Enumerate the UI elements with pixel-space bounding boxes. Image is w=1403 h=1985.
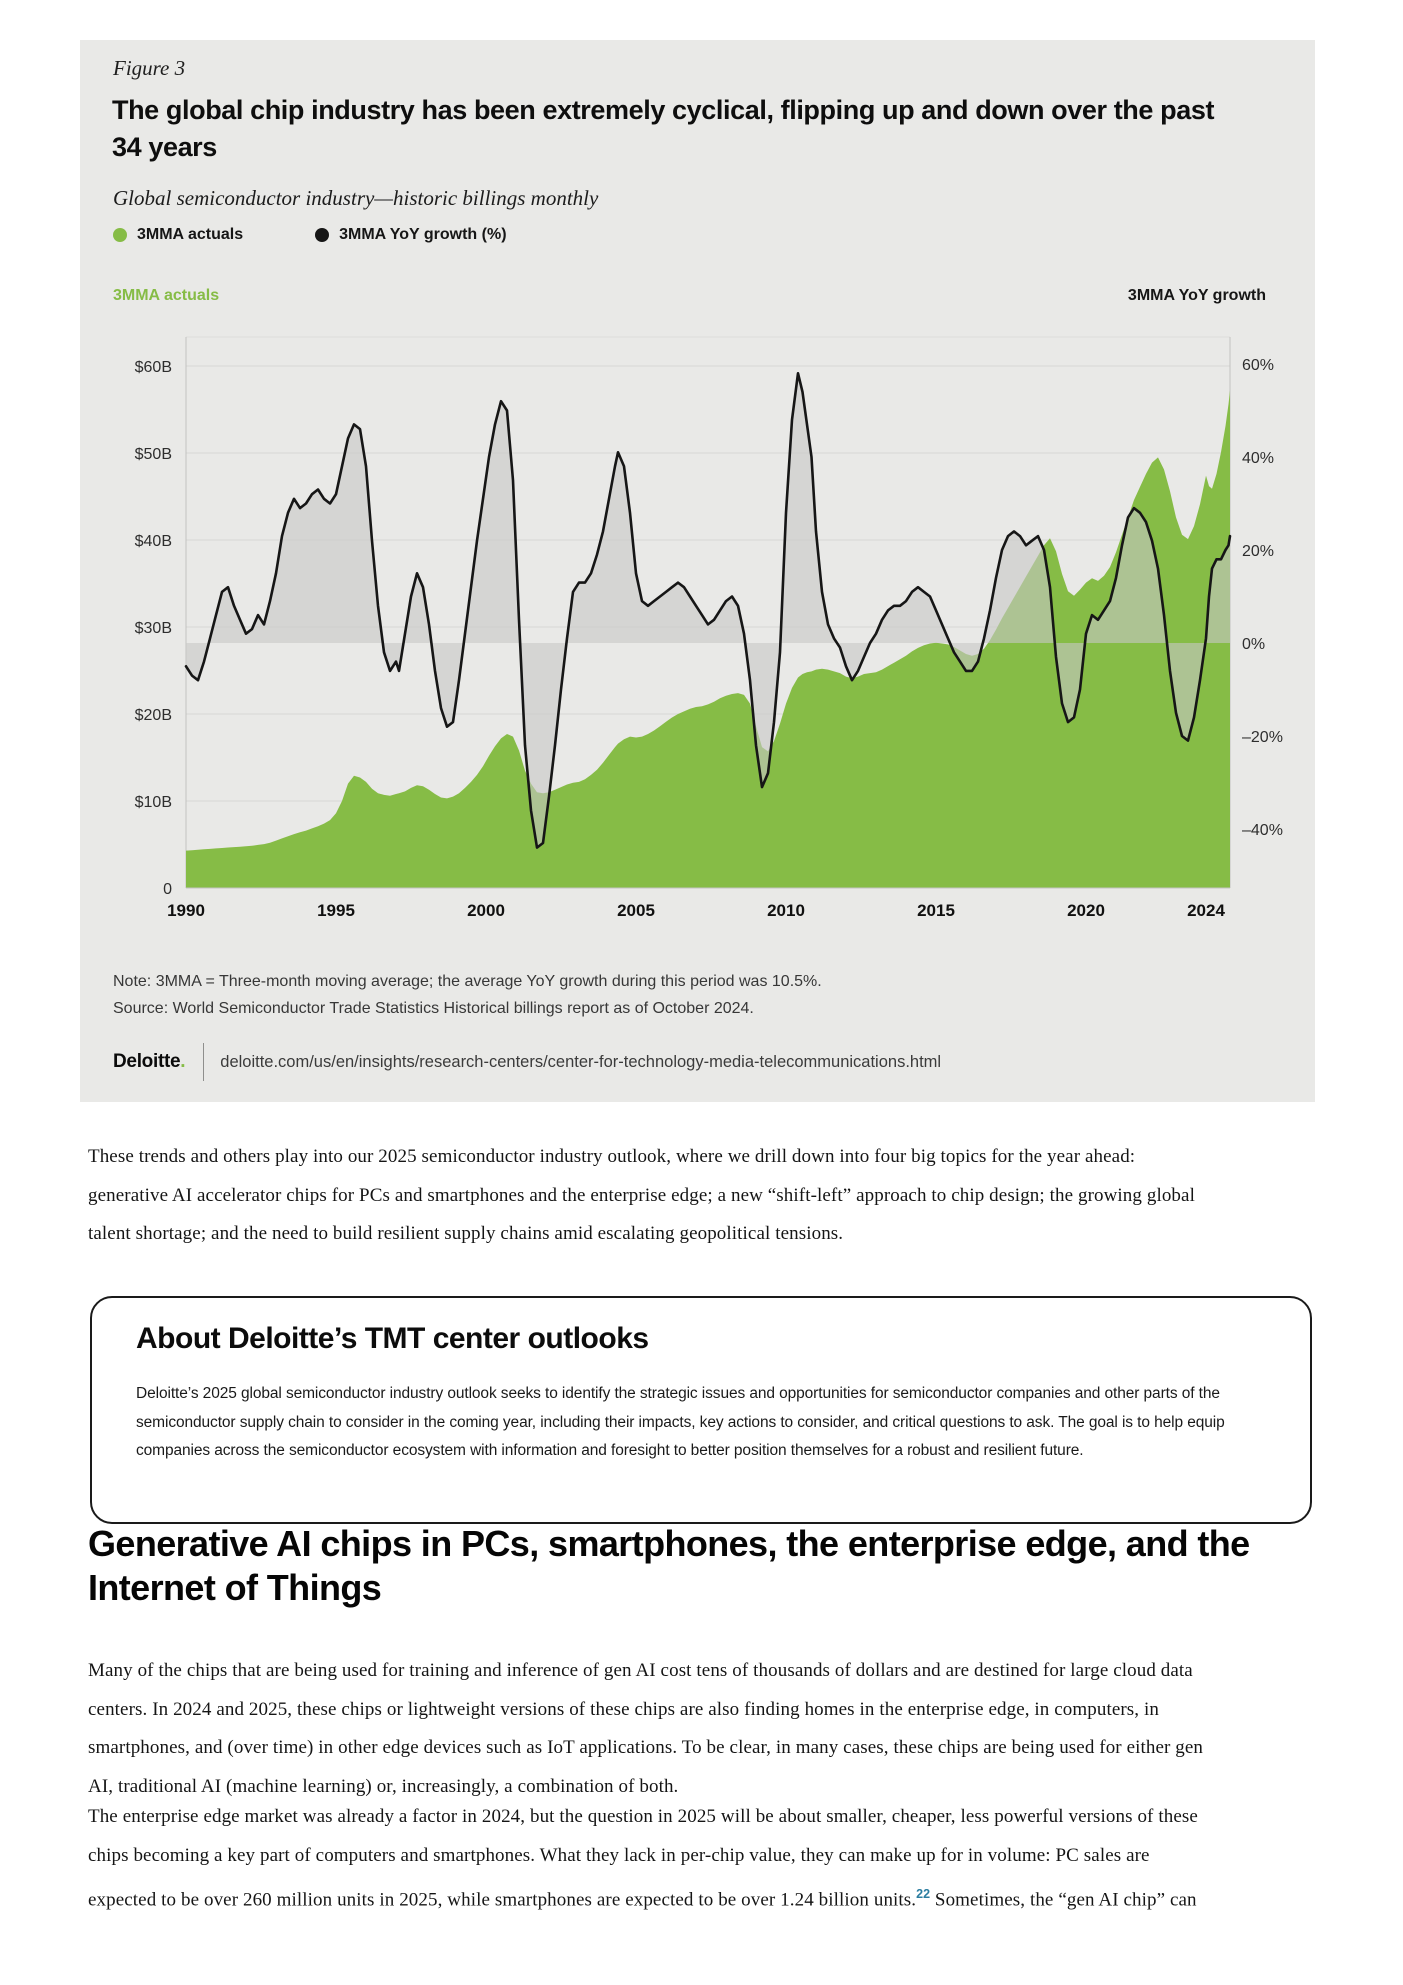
svg-text:$40B: $40B [134,533,172,550]
about-box-title: About Deloitte’s TMT center outlooks [136,1322,649,1355]
svg-text:$60B: $60B [134,359,172,376]
about-box-body [136,1380,1286,1466]
svg-text:$20B: $20B [134,707,172,724]
svg-text:0%: 0% [1242,636,1266,653]
billings-growth-chart [80,320,1315,940]
legend-swatch-actuals-icon [113,228,127,242]
figure-source: Source: World Semiconductor Trade Statistics Historical billings report as of October 2024. [113,1000,754,1017]
figure-title-line1: The global chip industry has been extremely cyclical, flipping up and down over the past [112,95,1215,125]
svg-text:60%: 60% [1242,357,1275,374]
legend-item-growth [315,226,506,244]
footnote-ref-22[interactable]: 22 [916,1887,931,1901]
svg-text:20%: 20% [1242,543,1275,560]
paragraph-line: The enterprise edge market was already a factor in 2024, but the question in 2025 will be about smaller, cheaper, less powerful versions of these [88,1806,1198,1827]
paragraph-line [88,1875,1348,1920]
deloitte-logo-period-icon: . [180,1051,186,1072]
svg-text:$10B: $10B [134,794,172,811]
svg-text:2000: 2000 [467,901,505,920]
footer-divider [203,1043,204,1081]
text-line: Many of the chips that are being used for training and inference of gen AI cost tens of thousands of dollars and are destined for large cloud data [88,1660,1193,1681]
text-line: Deloitte’s 2025 global semiconductor industry outlook seeks to identify the strategic issues and opportunities for semiconductor companies and other parts of the [136,1385,1220,1402]
paragraph-line: chips becoming a key part of computers and smartphones. What they lack in per-chip value, they can make up for in volume: PC sales are [88,1844,1150,1866]
text-line: smartphones, and (over time) in other edge devices such as IoT applications. To be clear, in many cases, these chips are being used for either gen [88,1737,1204,1758]
legend-item-actuals [113,226,243,244]
svg-text:1990: 1990 [167,901,205,920]
text-line: companies across the semiconductor ecosystem with information and foresight to better position themselves for a robust and resilient future. [136,1442,1084,1459]
legend-swatch-growth-icon [315,228,329,242]
paragraph-text: Sometimes, the “gen AI chip” can [930,1889,1197,1911]
text-line: Generative AI chips in PCs, smartphones, the enterprise edge, and the [88,1523,1250,1564]
svg-text:2015: 2015 [917,901,955,920]
right-axis-title: 3MMA YoY growth [1127,287,1266,304]
chart-svg [80,320,1315,940]
svg-text:$50B: $50B [134,446,172,463]
svg-text:–20%: –20% [1242,729,1283,746]
text-line: AI, traditional AI (machine learning) or, increasingly, a combination of both. [88,1775,679,1797]
paragraph-intro [88,1138,1348,1254]
paragraph-text: expected to be over 260 million units in 2025, while smartphones are expected to be over 1.24 billion units. [88,1889,917,1911]
svg-text:2010: 2010 [767,901,805,920]
paragraph-genai-chips [88,1652,1348,1806]
paragraph-enterprise-edge [88,1798,1348,1920]
svg-text:40%: 40% [1242,450,1275,467]
svg-text:2020: 2020 [1067,901,1105,920]
legend-label-growth: 3MMA YoY growth (%) [339,226,507,243]
figure-source-link[interactable]: deloitte.com/us/en/insights/research-centers/center-for-technology-media-telecommunications.html [220,1052,942,1071]
figure-footer [113,1042,941,1082]
svg-text:$30B: $30B [134,620,172,637]
figure-subtitle: Global semiconductor industry—historic billings monthly [113,186,599,210]
svg-text:2005: 2005 [617,901,655,920]
figure-panel [80,40,1315,1102]
deloitte-logo: Deloitte. [113,1051,186,1072]
figure-note: Note: 3MMA = Three-month moving average; the average YoY growth during this period was 10.5%. [113,973,822,990]
legend-label-actuals: 3MMA actuals [137,226,244,243]
left-axis-title: 3MMA actuals [113,287,220,304]
chart-legend [113,226,507,244]
text-line: These trends and others play into our 2025 semiconductor industry outlook, where we drill down into four big topics for the year ahead: [88,1146,1136,1167]
text-line: talent shortage; and the need to build resilient supply chains amid escalating geopolitical tensions. [88,1223,844,1244]
figure-label: Figure 3 [113,56,186,80]
svg-text:–40%: –40% [1242,822,1283,839]
text-line: centers. In 2024 and 2025, these chips or lightweight versions of these chips are also finding homes in the enterprise edge, in computers, in [88,1698,1159,1720]
svg-text:1995: 1995 [317,901,355,920]
figure-title-line2: 34 years [112,132,217,162]
text-line: semiconductor supply chain to consider in the coming year, including their impacts, key actions to consider, and critical questions to ask. The goal is to help equip [136,1413,1225,1431]
text-line: generative AI accelerator chips for PCs and smartphones and the enterprise edge; a new “shift-left” approach to chip design; the growing global [88,1184,1195,1206]
svg-text:2024: 2024 [1187,901,1225,920]
about-callout-box [90,1296,1312,1524]
text-line: Internet of Things [88,1567,382,1608]
svg-text:0: 0 [163,881,172,898]
figure-title [112,92,1272,166]
section-heading [88,1522,1358,1610]
